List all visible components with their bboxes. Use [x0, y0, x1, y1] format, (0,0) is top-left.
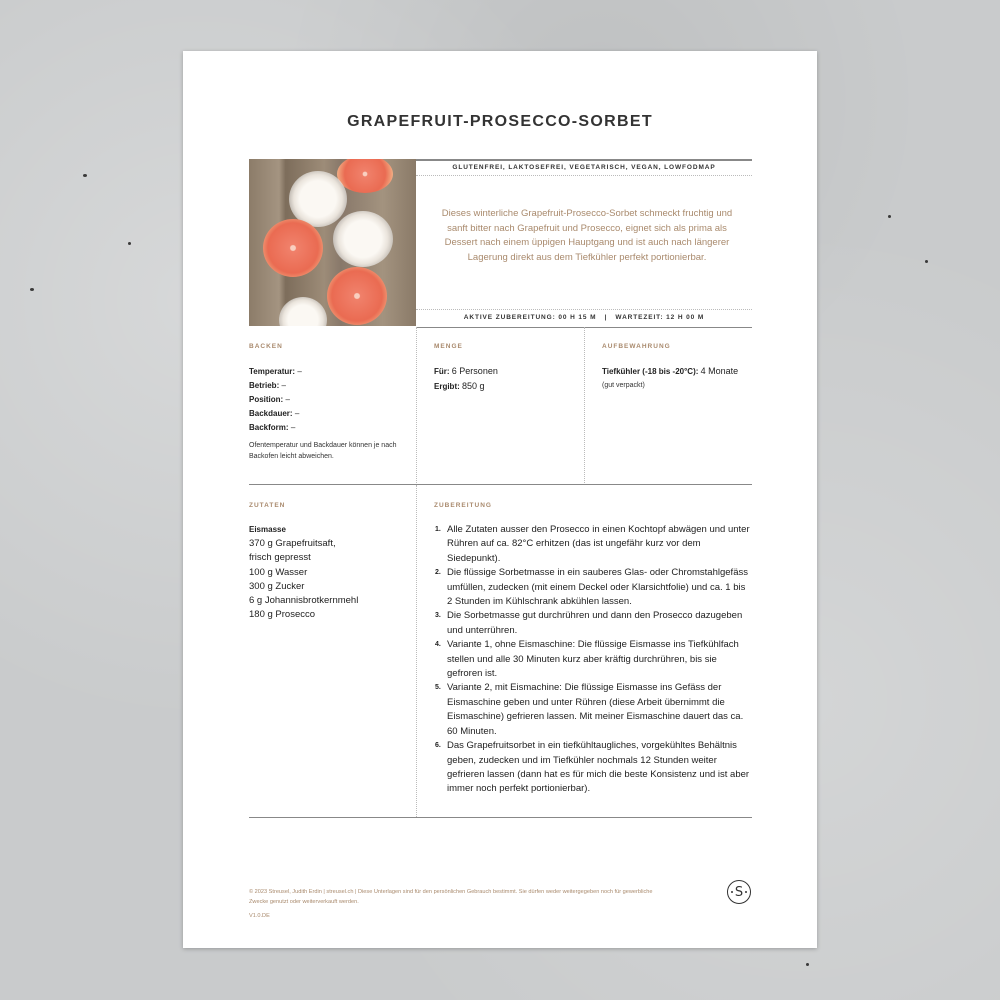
recipe-photo	[249, 159, 416, 326]
concrete-speck	[806, 963, 809, 966]
zutaten-column	[249, 485, 417, 817]
recipe-page	[183, 51, 817, 948]
backen-row: Backdauer: –	[249, 409, 300, 418]
prep-times: AKTIVE ZUBEREITUNG: 00 H 15 M | WARTEZEIT: 12 H 00 M	[463, 314, 705, 321]
zubereitung-label: ZUBEREITUNG	[434, 502, 492, 509]
backen-note: Ofentemperatur und Backdauer können je nach Backofen leicht abweichen.	[249, 442, 397, 460]
ingredient-item: 180 g Prosecco	[249, 609, 316, 621]
ingredient-item: 370 g Grapefruitsaft,	[249, 538, 336, 549]
logo-dot	[745, 891, 747, 893]
concrete-speck	[888, 215, 891, 218]
backen-row: Betrieb: –	[249, 381, 286, 390]
footer-copyright: © 2023 Streusel, Judith Erdin | streusel.ch | Diese Unterlagen sind für den persönlichen Gebrauch bestimmt. Sie dürfen weder weitergegeben noch für gewerbliche Zwecke genutzt oder weiterverkauft werden.	[249, 889, 653, 905]
backen-row: Position: –	[249, 395, 290, 404]
concrete-speck	[128, 242, 131, 245]
recipe-intro: Dieses winterliche Grapefruit-Prosecco-Sorbet schmeckt fruchtig und sanft bitter nach Grapefruit und Prosecco, eignet sich als prima als Dessert nach einem üppigen Hauptgang und ist auch nach längerer Lagerung direkt aus dem Tiefkühler perfekt portionierbar.	[441, 208, 733, 263]
ingredient-item: 300 g Zucker	[249, 580, 305, 592]
zubereitung-column	[417, 485, 752, 817]
grapefruit-half	[337, 159, 393, 193]
hero-section	[249, 159, 752, 326]
backen-column	[249, 327, 417, 485]
diet-tags: GLUTENFREI, LAKTOSEFREI, VEGETARISCH, VEGAN, LOWFODMAP	[452, 164, 716, 171]
step-item: 2. Die flüssige Sorbetmasse in ein sauberes Glas- oder Chromstahlgefäss umfüllen, zudecken (mit einem Deckel oder Klarsichtfolie) und ca. 1 bis 2 Stunden im Kühlschrank abkühlen lassen.	[435, 567, 748, 608]
step-item: 5. Variante 2, mit Eismachine: Die flüssige Eismasse ins Gefäss der Eismaschine geben und unter Rühren (diese Arbeit übernimmt die Eismaschine) gefrieren lassen. Mit meiner Eismaschine dauert das ca. 60 Minuten.	[435, 682, 744, 737]
info-grid	[249, 327, 752, 485]
aufbewahrung-column	[585, 327, 752, 485]
menge-column	[417, 327, 585, 485]
storage-row: Tiefkühler (-18 bis -20°C): 4 Monate	[602, 366, 739, 376]
menge-row: Ergibt: 850 g	[434, 381, 485, 391]
ingredient-item: 6 g Johannisbrotkernmehl	[249, 595, 359, 607]
menge-row: Für: 6 Personen	[434, 366, 498, 376]
backen-row: Backform: –	[249, 423, 296, 432]
dotted-rule	[416, 175, 752, 176]
page-title: GRAPEFRUIT-PROSECCO-SORBET	[347, 113, 653, 130]
ingredient-group-title: Eismasse	[249, 525, 286, 534]
logo-dot	[731, 891, 733, 893]
step-item: 6. Das Grapefruitsorbet in ein tiefkühltaugliches, vorgekühltes Behältnis geben, zudecken und im Tiefkühler nochmals 12 Stunden weiter gefrieren lassen (dann hat es für mich die beste Konsistenz und ist aber immer noch perfekt portionierbar).	[435, 740, 750, 795]
top-rule	[416, 159, 752, 161]
sorbet-bowl	[333, 211, 393, 267]
aufbewahrung-label: AUFBEWAHRUNG	[602, 343, 671, 350]
concrete-speck	[925, 260, 928, 263]
ingredient-item: 100 g Wasser	[249, 566, 308, 578]
sorbet-bowl	[279, 297, 327, 326]
grapefruit-half	[327, 267, 387, 325]
menge-label: MENGE	[434, 343, 463, 350]
step-item: 4. Variante 1, ohne Eismaschine: Die flüssige Eismasse ins Tiefkühlfach stellen und alle 30 Minuten kurz aber kräftig durchrühren, bis sie gefroren ist.	[435, 639, 739, 680]
ingredient-list	[249, 537, 358, 623]
hero-info	[416, 159, 752, 326]
recipe-main	[249, 485, 752, 817]
zutaten-label: ZUTATEN	[249, 502, 286, 509]
backen-row: Temperatur: –	[249, 367, 302, 376]
ingredient-item: frisch gepresst	[249, 552, 311, 564]
streusel-logo-icon	[727, 880, 751, 904]
concrete-speck	[30, 288, 34, 291]
step-list	[435, 523, 752, 797]
concrete-speck	[83, 174, 87, 177]
step-item: 3. Die Sorbetmasse gut durchrühren und dann den Prosecco dazugeben und unterrühren.	[435, 610, 743, 636]
logo-letter: S	[734, 884, 744, 900]
step-item: 1. Alle Zutaten ausser den Prosecco in einen Kochtopf abwägen und unter Rühren auf ca. 82°C erhitzen (das ist ungefähr kurz vor dem Siedepunkt).	[435, 524, 750, 564]
dotted-rule	[416, 309, 752, 310]
backen-label: BACKEN	[249, 343, 283, 350]
grapefruit-half	[263, 219, 323, 277]
storage-note: (gut verpackt)	[602, 382, 645, 389]
section-rule	[249, 817, 752, 818]
footer-version: V1.0.DE	[249, 913, 270, 919]
